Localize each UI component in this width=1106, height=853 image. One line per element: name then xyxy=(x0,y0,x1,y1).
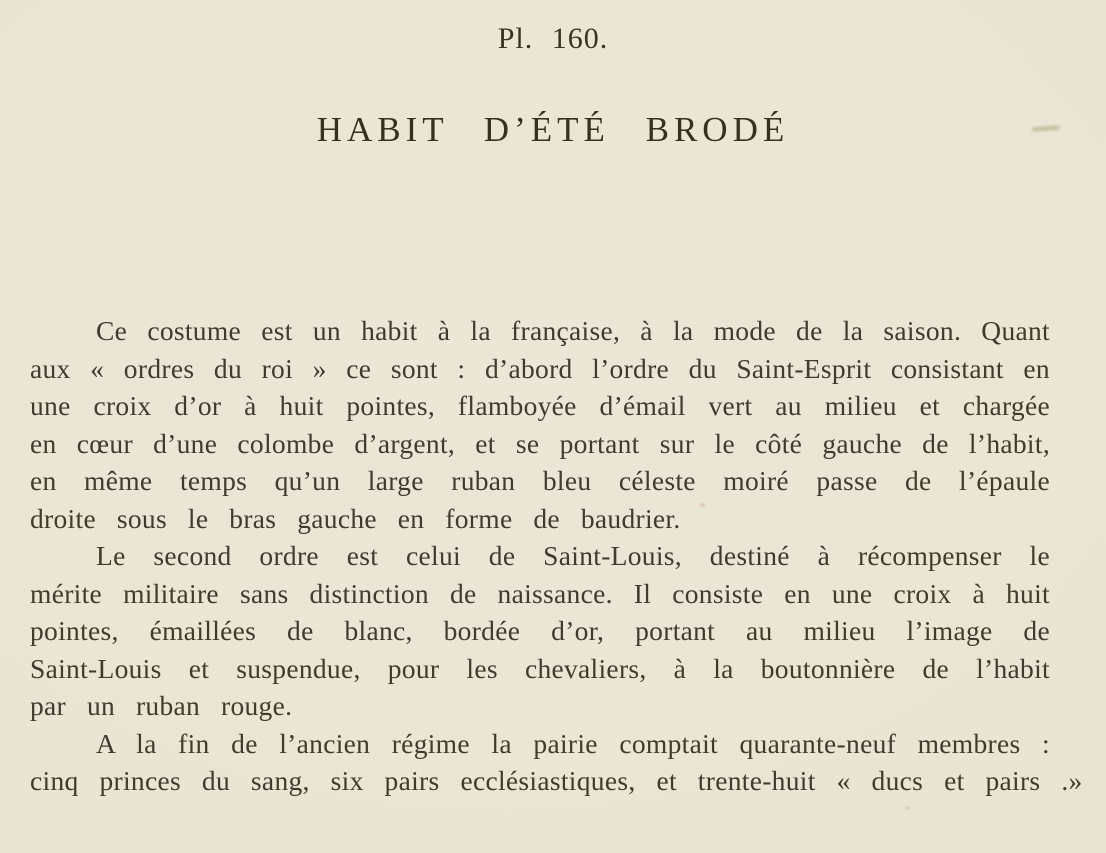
text-line: pointes, émaillées de blanc, bordée d’or, portant au milieu l’image de xyxy=(30,615,1050,646)
text-line: en même temps qu’un large ruban bleu céleste moiré passe de l’épaule xyxy=(30,465,1050,496)
text-line: A la fin de l’ancien régime la pairie comptait quarante-neuf membres : xyxy=(96,727,1050,759)
text-line: en cœur d’une colombe d’argent, et se portant sur le côté gauche de l’habit, xyxy=(30,427,1050,459)
text-line: mérite militaire sans distinction de naissance. Il consiste en une croix à huit xyxy=(30,577,1050,609)
text-line: Le second ordre est celui de Saint-Louis, destiné à récompenser le xyxy=(96,540,1050,571)
paragraph-1 xyxy=(30,312,1050,537)
text-line: Ce costume est un habit à la française, à la mode de la saison. Quant xyxy=(96,315,1050,346)
text-line: aux « ordres du roi » ce sont : d’abord l’ordre du Saint-Esprit consistant en xyxy=(30,352,1050,384)
paper-speck xyxy=(905,806,910,810)
text-line: cinq princes du sang, six pairs ecclésiastiques, et trente-huit « ducs et pairs .» xyxy=(30,765,1083,796)
page-title: HABIT D’ÉTÉ BRODÉ xyxy=(316,110,790,149)
text-line: Saint-Louis et suspendue, pour les chevaliers, à la boutonnière de l’habit xyxy=(30,652,1050,684)
paragraph-3 xyxy=(30,725,1083,800)
text-line: droite sous le bras gauche en forme de baudrier. xyxy=(30,502,681,534)
text-line: par un ruban rouge. xyxy=(30,690,293,721)
paragraph-2 xyxy=(30,537,1050,725)
body-text xyxy=(30,312,1083,800)
plate-number: Pl. 160. xyxy=(497,22,609,55)
text-line: une croix d’or à huit pointes, flamboyée d’émail vert au milieu et chargée xyxy=(30,390,1050,421)
